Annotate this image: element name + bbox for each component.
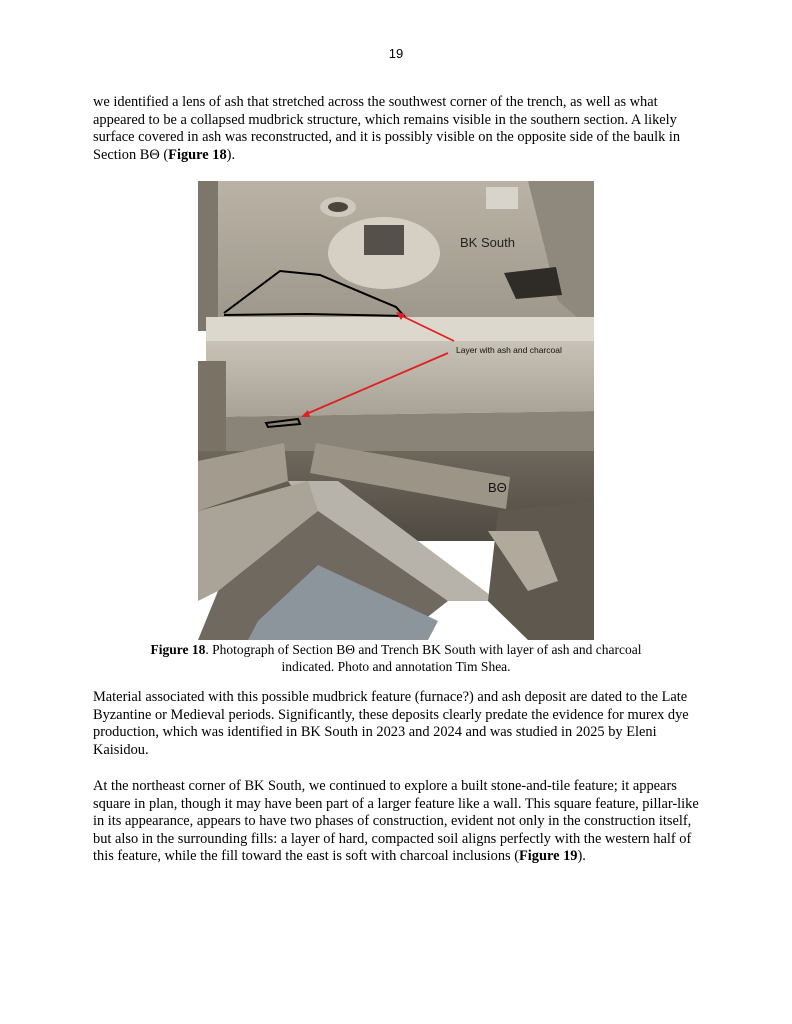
figure-18-reference: Figure 18 bbox=[168, 146, 227, 163]
paragraph-1-text: we identified a lens of ash that stretched across the southwest corner of the trench, as well as what appeared to be a collapsed mudbrick structure, which remains visible in the southern section. A likely surface covered in ash was reconstructed, and it is possibly visible on the opposite side of the baulk in Section BΘ ( bbox=[93, 94, 681, 163]
paragraph-3 bbox=[93, 778, 705, 866]
figure-18-photo bbox=[198, 181, 594, 640]
paragraph-2: Material associated with this possible mudbrick feature (furnace?) and ash deposit are dated to the Late Byzantine or Medieval periods. Significantly, these deposits clearly predate the evidence for murex dye production, which was identified in BK South in 2023 and 2024 and was studied in 2025 by Eleni Kaisidou. bbox=[93, 689, 689, 758]
paragraph-1 bbox=[93, 94, 705, 164]
figure-18-caption-label: Figure 18 bbox=[150, 642, 206, 657]
btheta-label: BΘ bbox=[488, 480, 507, 495]
paragraph-3-text: At the northeast corner of BK South, we continued to explore a built stone-and-tile feature; it appears square in plan, though it may have been part of a larger feature like a wall. This square feature, pillar-like in its appearance, appears to have two phases of construction, evident not only in the construction itself, but also in the surrounding fills: a layer of hard, compacted soil aligns perfectly with the western half of this feature, while the fill toward the east is soft with charcoal inclusions ( bbox=[93, 778, 699, 864]
figure-19-reference: Figure 19 bbox=[519, 848, 578, 864]
figure-18-caption-text: . Photograph of Section BΘ and Trench BK South with layer of ash and charcoal indicated. Photo and annotation Tim Shea. bbox=[205, 642, 642, 674]
paragraph-1-end: ). bbox=[226, 146, 236, 163]
page-number: 19 bbox=[388, 46, 404, 61]
figure-18-caption bbox=[150, 642, 642, 675]
bk-south-label: BK South bbox=[460, 235, 515, 250]
layer-label: Layer with ash and charcoal bbox=[456, 345, 562, 355]
paragraph-3-end: ). bbox=[577, 848, 586, 864]
